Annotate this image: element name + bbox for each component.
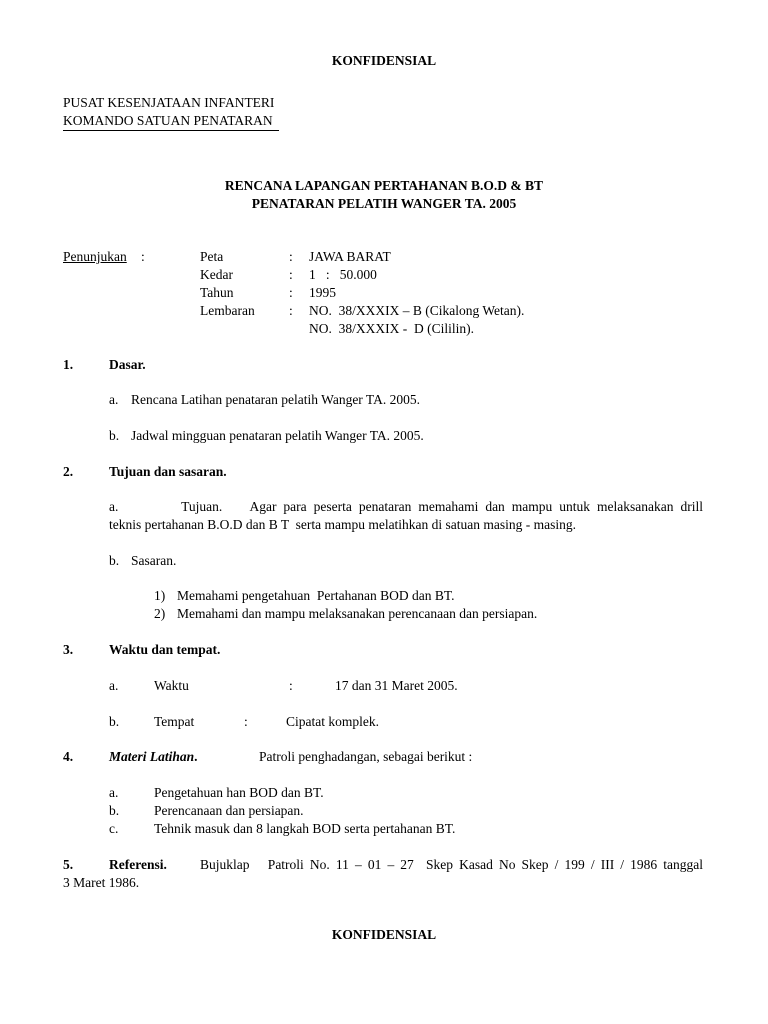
section-3-title: Waktu dan tempat. <box>109 642 221 657</box>
org-line-1: PUSAT KESENJATAAN INFANTERI <box>63 95 275 110</box>
section-5-line-2: 3 Maret 1986. <box>63 875 140 890</box>
section-4c-text: Tehnik masuk dan 8 langkah BOD serta pertahanan BT. <box>154 821 456 836</box>
ref-value-tahun: 1995 <box>309 285 336 300</box>
section-2a-line-2: teknis pertahanan B.O.D dan B T serta mampu melatihkan di satuan masing - masing. <box>109 517 577 532</box>
penunjukan-label: Penunjukan <box>63 249 127 264</box>
confidential-mark-bottom: KONFIDENSIAL <box>331 927 437 942</box>
sasaran-item-2-text: Memahami dan mampu melaksanakan perencanaan dan persiapan. <box>177 606 538 621</box>
section-4a-text: Pengetahuan han BOD dan BT. <box>154 785 324 800</box>
section-4-number: 4. <box>63 749 74 764</box>
section-4a-letter: a. <box>109 785 119 800</box>
ref-sep: : <box>289 249 293 264</box>
ref-key-kedar: Kedar <box>200 267 233 282</box>
section-4-intro: Patroli penghadangan, sebagai berikut : <box>259 749 473 764</box>
section-3a-sep: : <box>289 678 293 693</box>
section-2-title: Tujuan dan sasaran. <box>109 464 227 479</box>
doc-title-line-2: PENATARAN PELATIH WANGER TA. 2005 <box>251 196 517 211</box>
section-3a-value: 17 dan 31 Maret 2005. <box>335 678 458 693</box>
section-1b-text: Jadwal mingguan penataran pelatih Wanger TA. 2005. <box>131 428 424 443</box>
ref-sep: : <box>289 285 293 300</box>
section-1a-text: Rencana Latihan penataran pelatih Wanger TA. 2005. <box>131 392 420 407</box>
section-4c-letter: c. <box>109 821 119 836</box>
section-3b-key: Tempat <box>154 714 195 729</box>
ref-value-lembaran-2: NO. 38/XXXIX - D (Cililin). <box>309 321 474 336</box>
section-5-line-1: Bujuklap Patroli No. 11 – 01 – 27 Skep Kasad No Skep / 199 / III / 1986 tanggal <box>200 857 703 872</box>
section-1a-letter: a. <box>109 392 119 407</box>
section-4b-letter: b. <box>109 803 120 818</box>
ref-value-kedar: 1 : 50.000 <box>309 267 377 282</box>
section-2b-letter: b. <box>109 553 120 568</box>
section-1-title: Dasar. <box>109 357 146 372</box>
section-2a-line-1: a. Tujuan. Agar para peserta penataran memahami dan mampu untuk melaksanakan drill <box>109 499 703 514</box>
ref-value-peta: JAWA BARAT <box>309 249 391 264</box>
section-3b-sep: : <box>244 714 248 729</box>
ref-key-lembaran: Lembaran <box>200 303 255 318</box>
section-1b-letter: b. <box>109 428 120 443</box>
section-1-number: 1. <box>63 357 74 372</box>
sasaran-item-1-number: 1) <box>154 588 166 603</box>
section-3-number: 3. <box>63 642 74 657</box>
section-4-title: Materi Latihan. <box>109 749 198 764</box>
org-line-2: KOMANDO SATUAN PENATARAN <box>63 112 279 131</box>
section-5-title: Referensi. <box>109 857 167 872</box>
ref-sep: : <box>289 267 293 282</box>
section-5-number: 5. <box>63 857 74 872</box>
ref-sep: : <box>289 303 293 318</box>
ref-key-peta: Peta <box>200 249 224 264</box>
section-3a-letter: a. <box>109 678 119 693</box>
section-3b-letter: b. <box>109 714 120 729</box>
confidential-mark-top: KONFIDENSIAL <box>331 53 437 68</box>
ref-key-tahun: Tahun <box>200 285 234 300</box>
penunjukan-colon: : <box>141 249 145 264</box>
ref-value-lembaran: NO. 38/XXXIX – B (Cikalong Wetan). <box>309 303 525 318</box>
section-2-number: 2. <box>63 464 74 479</box>
doc-title-line-1: RENCANA LAPANGAN PERTAHANAN B.O.D & BT <box>224 178 544 193</box>
sasaran-item-2-number: 2) <box>154 606 166 621</box>
section-3a-key: Waktu <box>154 678 189 693</box>
section-3b-value: Cipatat komplek. <box>286 714 379 729</box>
section-2b-text: Sasaran. <box>131 553 177 568</box>
sasaran-item-1-text: Memahami pengetahuan Pertahanan BOD dan BT. <box>177 588 455 603</box>
section-4b-text: Perencanaan dan persiapan. <box>154 803 304 818</box>
